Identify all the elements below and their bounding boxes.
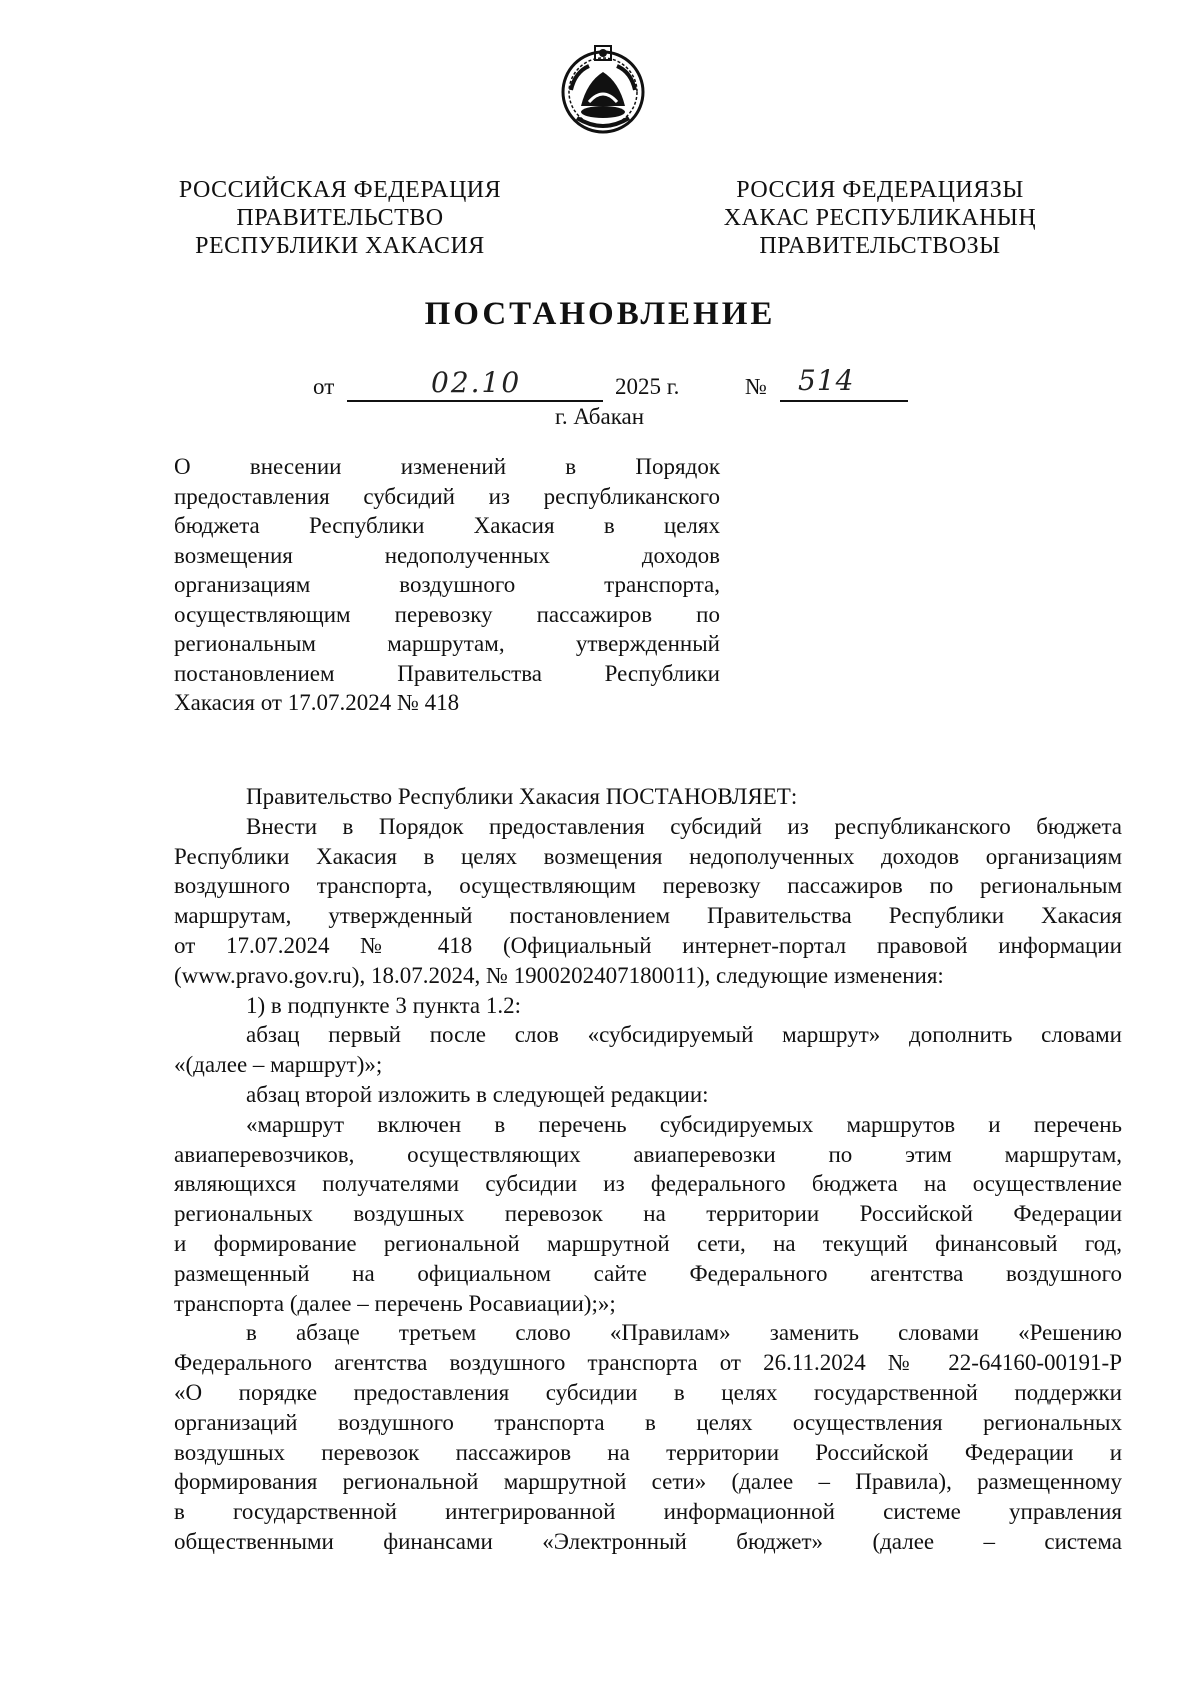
body-line: маршрутам, утвержденный постановлением Правительства Республики Хакасия — [174, 903, 1122, 929]
city-name: г. Абакан — [555, 404, 645, 429]
body-line: общественными финансами «Электронный бюджет» (далее – система — [174, 1528, 1122, 1554]
handwritten-number: 514 — [798, 364, 855, 397]
body-line: воздушных перевозок пассажиров на территории Российской Федерации и — [174, 1439, 1122, 1465]
body-line: Республики Хакасия в целях возмещения недополученных доходов организациям — [174, 843, 1122, 869]
body-line: авиаперевозчиков, осуществляющих авиаперевозки по этим маршрутам, — [174, 1141, 1122, 1167]
subject-line: О внесении изменений в Порядок — [174, 454, 720, 479]
body-line: организаций воздушного транспорта в целях осуществления региональных — [174, 1409, 1122, 1435]
body-line: абзац второй изложить в следующей редакции: — [246, 1081, 709, 1107]
subject-line: возмещения недополученных доходов — [174, 542, 720, 568]
number-sign: № — [745, 374, 767, 399]
date-number-line — [313, 364, 933, 402]
body-line: Правительство Республики Хакасия ПОСТАНОВЛЯЕТ: — [246, 784, 798, 809]
body-line: «маршрут включен в перечень субсидируемых маршрутов и перечень — [246, 1111, 1122, 1137]
coat-of-arms-emblem — [555, 42, 651, 138]
header-left-line: РЕСПУБЛИКИ ХАКАСИЯ — [195, 233, 485, 259]
subject-line: постановлением Правительства Республики — [174, 660, 720, 686]
subject-line: Хакасия от 17.07.2024 № 418 — [174, 690, 460, 715]
body-line: размещенный на официальном сайте Федерального агентства воздушного — [174, 1260, 1122, 1286]
body-line: абзац первый после слов «субсидируемый маршрут» дополнить словами — [246, 1022, 1122, 1048]
body-line: в абзаце третьем слово «Правилам» заменить словами «Решению — [246, 1320, 1122, 1346]
body-line: от 17.07.2024 № 418 (Официальный интернет-портал правовой информации — [174, 932, 1122, 958]
body-line: и формирование региональной маршрутной сети, на текущий финансовый год, — [174, 1230, 1122, 1256]
date-prefix: от — [313, 374, 335, 399]
document-subject — [174, 452, 720, 718]
body-line: воздушного транспорта, осуществляющим перевозку пассажиров по региональным — [174, 873, 1122, 899]
subject-line: организациям воздушного транспорта, — [174, 572, 720, 597]
header-left-line: РОССИЙСКАЯ ФЕДЕРАЦИЯ — [178, 177, 502, 203]
body-line: являющихся получателями субсидии из федерального бюджета на осуществление — [174, 1171, 1122, 1197]
header-right-block — [690, 176, 1070, 260]
body-line: формирования региональной маршрутной сети» (далее – Правила), размещенному — [174, 1469, 1122, 1495]
body-line: (www.pravo.gov.ru), 18.07.2024, № 1900202407180011), следующие изменения: — [174, 962, 944, 988]
header-right-line: ХАКАС РЕСПУБЛИКАНЫҢ — [723, 205, 1037, 231]
body-line: «(далее – маршрут)»; — [174, 1052, 383, 1078]
document-body — [174, 782, 1122, 1557]
subject-line: предоставления субсидий из республиканского — [174, 483, 720, 509]
body-line: Внести в Порядок предоставления субсидий из республиканского бюджета — [246, 813, 1122, 839]
handwritten-date: 02.10 — [431, 366, 522, 399]
body-line: 1) в подпункте 3 пункта 1.2: — [246, 992, 522, 1018]
body-line: региональных воздушных перевозок на территории Российской Федерации — [174, 1201, 1122, 1227]
subject-line: осуществляющим перевозку пассажиров по — [174, 601, 720, 627]
year-text: 2025 г. — [615, 374, 680, 399]
body-line: Федерального агентства воздушного транспорта от 26.11.2024 № 22-64160-00191-Р — [174, 1350, 1122, 1376]
body-line: «О порядке предоставления субсидии в целях государственной поддержки — [174, 1379, 1122, 1405]
header-right-line: ПРАВИТЕЛЬСТВОЗЫ — [759, 233, 1001, 259]
document-title: ПОСТАНОВЛЕНИЕ — [424, 296, 776, 332]
body-line: транспорта (далее – перечень Росавиации);»; — [174, 1290, 616, 1316]
subject-line: региональным маршрутам, утвержденный — [174, 631, 720, 656]
header-left-line: ПРАВИТЕЛЬСТВО — [236, 205, 444, 231]
subject-line: бюджета Республики Хакасия в целях — [174, 513, 720, 538]
header-right-line: РОССИЯ ФЕДЕРАЦИЯЗЫ — [736, 177, 1024, 203]
header-left-block — [170, 176, 510, 260]
body-line: в государственной интегрированной информационной системе управления — [174, 1499, 1122, 1525]
